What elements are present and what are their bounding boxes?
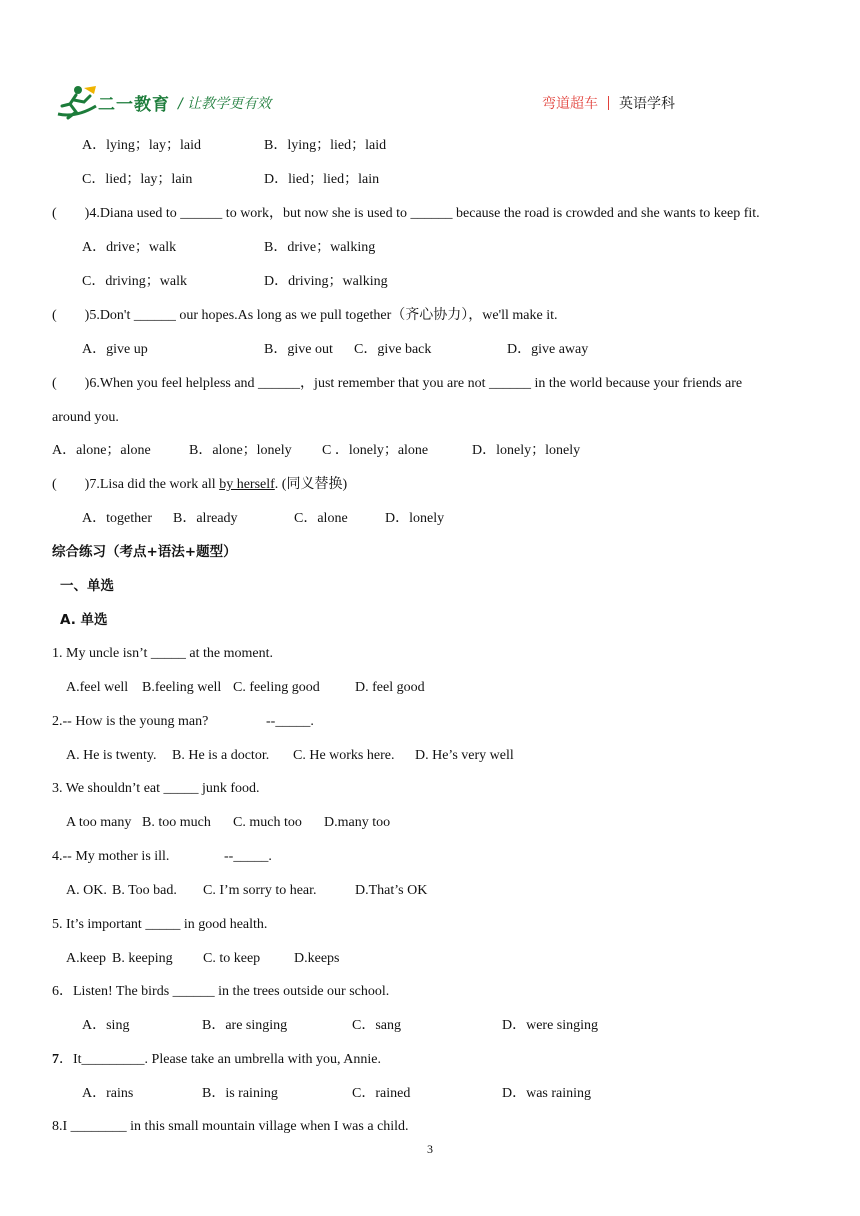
exercise-3-stem: 3. We shouldn’t eat _____ junk food. [52,781,260,796]
exercise-5-stem: 5. It’s important _____ in good health. [52,917,268,932]
exercise-3-option-b: B. too much [142,815,211,830]
exercise-4-answer-blank: --_____. [224,849,272,864]
q4-option-c: C．driving；walk [82,274,187,289]
exercise-4-option-c: C. I’m sorry to hear. [203,883,317,898]
exercise-4-option-d: D.That’s OK [355,883,428,898]
q7-option-a: A．together [82,511,152,526]
exercise-6-option-d: D．were singing [502,1018,599,1033]
exercise-2-option-a: A. He is twenty. [66,748,157,763]
q6-option-a: A．alone；alone [52,443,151,458]
section-part: 一、单选 [60,578,114,594]
exercise-5-option-b: B. keeping [112,951,173,966]
q7-option-c: C．alone [294,511,348,526]
q3-option-b: B．lying；lied；laid [264,138,387,153]
exercise-2-answer-blank: --_____. [266,714,314,729]
exercise-4-option-b: B. Too bad. [112,883,177,898]
q4-stem: ( )4.Diana used to ______ to work，but now she is used to ______ because the road is crowded and she wants to keep fit. [52,206,760,221]
q6-stem-line1: ( )6.When you feel helpless and ______，just remember that you are not ______ in the world because your friends are [52,376,743,391]
q7-option-b: B．already [173,511,238,526]
course-name: 弯道超车 [542,96,598,112]
q5-option-b: B．give out [264,342,333,357]
q6-option-d: D．lonely；lonely [472,443,581,458]
exercise-1-option-d: D. feel good [355,680,425,695]
exercise-6-stem: 6．Listen! The birds ______ in the trees outside our school. [52,984,390,999]
q7-stem-post: . (同义替换) [274,477,348,492]
q7-option-d: D．lonely [385,511,445,526]
exercise-3-option-d: D.many too [324,815,391,830]
brand-slogan: / 让教学更有效 [178,96,272,112]
exercise-7-option-b: B．is raining [202,1086,278,1101]
exercise-6-option-b: B．are singing [202,1018,288,1033]
q4-option-d: D．driving；walking [264,274,388,289]
q3-option-d: D．lied；lied；lain [264,172,380,187]
exercise-4-option-a: A. OK. [66,883,107,898]
exercise-1-option-a: A.feel well [66,680,129,695]
q6-option-c: C ．lonely；alone [322,443,429,458]
exercise-1-option-c: C. feeling good [233,680,320,695]
exercise-2-question: 2.-- How is the young man? [52,714,209,729]
q6-stem-line2: around you. [52,410,119,425]
q3-option-a: A．lying；lay；laid [82,138,201,153]
exercise-3-option-c: C. much too [233,815,302,830]
exercise-1-option-b: B.feeling well [142,680,222,695]
section-sub: A. 单选 [60,612,108,628]
exercise-7-stem [52,1050,381,1070]
exercise-2-option-d: D. He’s very well [415,748,514,763]
header-course-info [542,93,675,113]
exercise-5-option-a: A.keep [66,951,107,966]
exercise-5-option-c: C. to keep [203,951,261,966]
exercise-7-number: 7 [52,1052,59,1067]
exercise-8-stem: 8.I ________ in this small mountain village when I was a child. [52,1119,409,1134]
exercise-4-question: 4.-- My mother is ill. [52,849,170,864]
page-number: 3 [427,1142,433,1156]
exercise-1-stem: 1. My uncle isn’t _____ at the moment. [52,646,273,661]
exercise-7-option-c: C．rained [352,1086,411,1101]
exercise-6-option-a: A．sing [82,1018,130,1033]
exercise-2-option-b: B. He is a doctor. [172,748,270,763]
q7-stem [52,475,347,495]
page-header [0,0,860,130]
exercise-3-option-a: A too many [66,815,132,830]
q5-option-c: C．give back [354,342,432,357]
q7-underlined-phrase: by herself [219,477,275,492]
q4-option-a: A．drive；walk [82,240,177,255]
section-title: 综合练习（考点+语法+题型） [52,544,237,560]
header-divider [608,96,609,110]
exercise-7-question: ．It_________. Please take an umbrella with you, Annie. [59,1052,381,1067]
q7-stem-pre: ( )7.Lisa did the work all [52,477,220,492]
q3-option-c: C．lied；lay；lain [82,172,193,187]
q5-option-a: A．give up [82,342,148,357]
exercise-7-option-a: A．rains [82,1086,134,1101]
exercise-5-option-d: D.keeps [294,951,340,966]
q4-option-b: B．drive；walking [264,240,376,255]
exercise-2-option-c: C. He works here. [293,748,395,763]
exercise-7-option-d: D．was raining [502,1086,592,1101]
q5-option-d: D．give away [507,342,589,357]
q5-stem: ( )5.Don't ______ our hopes.As long as we pull together（齐心协力），we'll make it. [52,308,558,323]
subject-name: 英语学科 [619,96,675,112]
brand-name: 二一教育 [98,95,170,115]
q6-option-b: B．alone；lonely [189,443,292,458]
exercise-6-option-c: C．sang [352,1018,401,1033]
